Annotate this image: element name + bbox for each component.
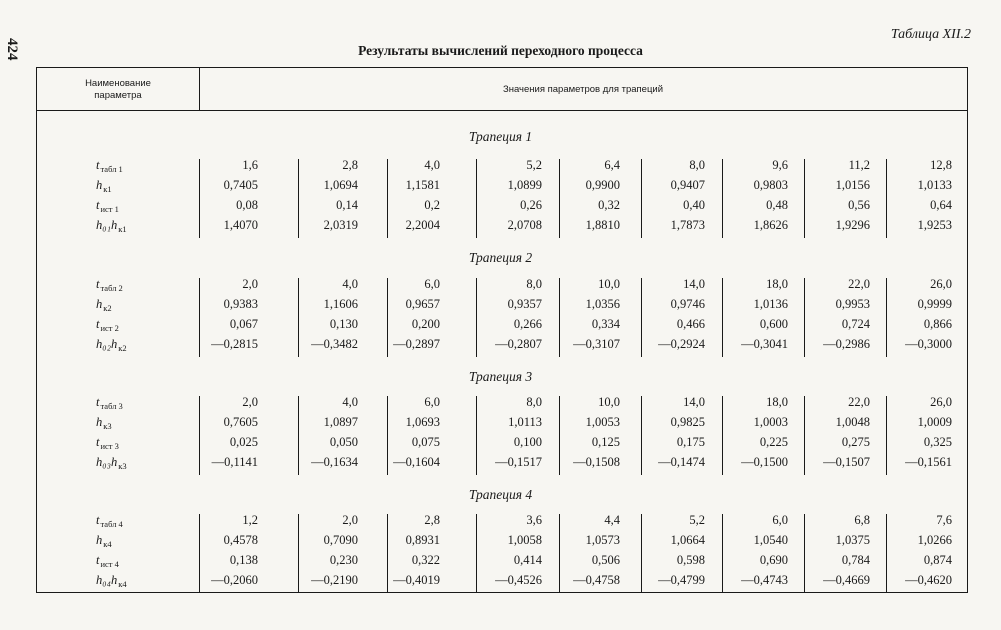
- row-label-subscript: к2: [118, 343, 127, 353]
- row-label: [96, 553, 119, 569]
- table-cell: 4,4: [604, 513, 620, 527]
- table-cell: 26,0: [930, 395, 952, 409]
- table-cell: 0,322: [411, 553, 440, 567]
- row-label-subscript: к2: [103, 303, 112, 313]
- table-cell: 0,2: [424, 198, 440, 212]
- table-number: Таблица XII.2: [890, 27, 971, 42]
- row-label-main: t: [96, 395, 100, 409]
- table-cell: 0,866: [923, 317, 952, 331]
- row-label-subscript: к1: [103, 184, 112, 194]
- table-cell: 1,0009: [917, 415, 952, 429]
- param-name-header-line: параметра: [94, 90, 142, 101]
- table-cell: 0,9407: [670, 178, 705, 192]
- table-cell: 1,0058: [507, 533, 542, 547]
- row-label-subscript: к1: [118, 224, 127, 234]
- table-cell: 0,600: [759, 317, 788, 331]
- param-name-header: [37, 78, 199, 102]
- table-cell: 0,275: [841, 435, 870, 449]
- table-cell: 2,0319: [323, 218, 358, 232]
- row-label: [96, 317, 119, 333]
- values-header: Значения параметров для трапеций: [503, 84, 663, 95]
- table-cell: 0,40: [683, 198, 705, 212]
- table-cell: 1,0053: [585, 415, 620, 429]
- row-label: [96, 158, 123, 174]
- table-cell: —0,2815: [211, 337, 258, 351]
- table-cell: —0,2190: [311, 573, 358, 587]
- table-cell: 0,690: [759, 553, 788, 567]
- table-cell: 1,0356: [585, 297, 620, 311]
- row-label-main: t: [96, 198, 100, 212]
- table-cell: 6,4: [604, 158, 620, 172]
- block-title: Трапеция 1: [468, 129, 533, 144]
- table-cell: 0,9999: [917, 297, 952, 311]
- table-cell: 0,9900: [585, 178, 620, 192]
- table-cell: 0,100: [513, 435, 542, 449]
- table-cell: 4,0: [342, 395, 358, 409]
- row-label-main: t: [96, 435, 100, 449]
- table-cell: 0,56: [848, 198, 870, 212]
- row-label-main: h: [96, 533, 103, 547]
- table-cell: —0,2807: [495, 337, 542, 351]
- table-cell: 0,225: [759, 435, 788, 449]
- table-cell: —0,4669: [823, 573, 870, 587]
- table-cell: 0,9953: [835, 297, 870, 311]
- table-cell: 1,0136: [753, 297, 788, 311]
- row-label: [96, 218, 127, 234]
- row-label-subscript: ист 3: [100, 441, 119, 451]
- table-cell: 2,8: [342, 158, 358, 172]
- table-cell: 0,9803: [753, 178, 788, 192]
- table-cell: 0,138: [229, 553, 258, 567]
- table-cell: 1,0693: [405, 415, 440, 429]
- table-cell: 14,0: [683, 395, 705, 409]
- table-cell: 1,0113: [508, 415, 542, 429]
- table-cell: 1,1606: [323, 297, 358, 311]
- table-cell: 0,64: [930, 198, 952, 212]
- table-cell: 1,9253: [917, 218, 952, 232]
- table-cell: 0,050: [329, 435, 358, 449]
- row-label-main: h₀₂h: [96, 337, 118, 351]
- table-cell: —0,1634: [311, 455, 358, 469]
- table-cell: 1,2: [242, 513, 258, 527]
- table-cell: 12,8: [930, 158, 952, 172]
- table-cell: 0,724: [841, 317, 870, 331]
- table-cell: 0,9746: [670, 297, 705, 311]
- table-cell: 2,0: [242, 277, 258, 291]
- table-cell: 1,7873: [670, 218, 705, 232]
- table-cell: 8,0: [689, 158, 705, 172]
- table-cell: 0,26: [520, 198, 542, 212]
- table-cell: —0,1141: [211, 455, 258, 469]
- table-cell: 0,48: [766, 198, 788, 212]
- table-cell: 1,0375: [835, 533, 870, 547]
- table-cell: 0,4578: [223, 533, 258, 547]
- table-cell: 10,0: [598, 395, 620, 409]
- row-label-subscript: табл 2: [100, 283, 123, 293]
- table-cell: 1,0156: [835, 178, 870, 192]
- table-cell: 1,0133: [917, 178, 952, 192]
- row-label: [96, 297, 112, 313]
- table-cell: 6,0: [424, 395, 440, 409]
- table-cell: 22,0: [848, 277, 870, 291]
- row-label: [96, 178, 112, 194]
- table-cell: 0,784: [841, 553, 870, 567]
- table-cell: 4,0: [342, 277, 358, 291]
- block-title: Трапеция 4: [468, 487, 533, 502]
- table-cell: 1,0573: [585, 533, 620, 547]
- row-label-subscript: к3: [118, 461, 127, 471]
- table-cell: 11,2: [848, 158, 870, 172]
- table-cell: —0,1507: [823, 455, 870, 469]
- table-cell: 0,175: [676, 435, 705, 449]
- table-cell: —0,4526: [495, 573, 542, 587]
- table-cell: 18,0: [766, 395, 788, 409]
- row-label-main: h₀₁h: [96, 218, 118, 232]
- table-cell: —0,4799: [658, 573, 705, 587]
- table-cell: —0,3482: [311, 337, 358, 351]
- row-label-main: h: [96, 297, 103, 311]
- table-title: Результаты вычислений переходного процесса: [358, 43, 643, 58]
- table-cell: —0,1500: [741, 455, 788, 469]
- row-label-main: t: [96, 317, 100, 331]
- row-label: [96, 455, 127, 471]
- table-cell: 0,9657: [405, 297, 440, 311]
- table-cell: 1,6: [242, 158, 258, 172]
- table-cell: 1,0048: [835, 415, 870, 429]
- table-cell: —0,3041: [741, 337, 788, 351]
- table-cell: —0,4743: [741, 573, 788, 587]
- row-label-main: t: [96, 277, 100, 291]
- row-label: [96, 573, 127, 589]
- table-cell: —0,1604: [393, 455, 440, 469]
- row-label-main: t: [96, 158, 100, 172]
- table-cell: —0,4620: [905, 573, 952, 587]
- table-cell: 2,8: [424, 513, 440, 527]
- table-cell: 6,8: [854, 513, 870, 527]
- table-cell: 0,414: [513, 553, 542, 567]
- table-cell: 0,9357: [507, 297, 542, 311]
- table-cell: 0,025: [229, 435, 258, 449]
- table-cell: 5,2: [689, 513, 705, 527]
- table-cell: 8,0: [526, 277, 542, 291]
- row-label-main: t: [96, 513, 100, 527]
- table-cell: 0,8931: [405, 533, 440, 547]
- table-cell: 1,8810: [585, 218, 620, 232]
- row-label: [96, 277, 123, 293]
- row-label: [96, 435, 119, 451]
- table-cell: 0,7090: [323, 533, 358, 547]
- table-cell: 7,6: [936, 513, 952, 527]
- block-title: Трапеция 2: [468, 250, 533, 265]
- table-cell: 4,0: [424, 158, 440, 172]
- row-label-subscript: ист 1: [100, 204, 119, 214]
- table-cell: 9,6: [772, 158, 788, 172]
- table-cell: 0,32: [598, 198, 620, 212]
- table-cell: 0,7605: [223, 415, 258, 429]
- table-cell: 22,0: [848, 395, 870, 409]
- table-cell: 3,6: [526, 513, 542, 527]
- table-cell: 0,598: [676, 553, 705, 567]
- table-cell: 1,0897: [323, 415, 358, 429]
- table-cell: 0,067: [229, 317, 258, 331]
- table-cell: 0,874: [923, 553, 952, 567]
- row-label: [96, 337, 127, 353]
- table-cell: —0,2060: [211, 573, 258, 587]
- table-cell: —0,1517: [495, 455, 542, 469]
- table-cell: 1,0899: [507, 178, 542, 192]
- row-label-main: h₀₄h: [96, 573, 118, 587]
- table-cell: 0,334: [591, 317, 620, 331]
- block-title: Трапеция 3: [468, 369, 533, 384]
- table-cell: 1,4070: [223, 218, 258, 232]
- table-cell: 1,0540: [753, 533, 788, 547]
- table-cell: 1,9296: [835, 218, 870, 232]
- table-cell: 0,9825: [670, 415, 705, 429]
- row-label: [96, 198, 119, 214]
- table-cell: 2,0: [342, 513, 358, 527]
- table-cell: 0,266: [513, 317, 542, 331]
- row-label: [96, 513, 123, 529]
- table-cell: 2,0: [242, 395, 258, 409]
- table-cell: —0,1561: [905, 455, 952, 469]
- table-cell: 0,230: [329, 553, 358, 567]
- row-label: [96, 395, 123, 411]
- table-cell: 0,506: [591, 553, 620, 567]
- table-cell: 0,7405: [223, 178, 258, 192]
- table-cell: —0,2986: [823, 337, 870, 351]
- table-cell: 0,14: [336, 198, 358, 212]
- row-label-main: t: [96, 553, 100, 567]
- table-cell: 1,1581: [405, 178, 440, 192]
- row-label: [96, 415, 112, 431]
- row-label-subscript: табл 4: [100, 519, 123, 529]
- table-cell: 8,0: [526, 395, 542, 409]
- table-cell: 0,125: [591, 435, 620, 449]
- table-cell: —0,3000: [905, 337, 952, 351]
- row-label-subscript: ист 4: [100, 559, 119, 569]
- table-cell: —0,3107: [573, 337, 620, 351]
- table-cell: 0,075: [411, 435, 440, 449]
- table-cell: 2,0708: [507, 218, 542, 232]
- table-cell: 0,200: [411, 317, 440, 331]
- row-label-main: h₀₃h: [96, 455, 118, 469]
- header-divider: [37, 110, 967, 111]
- row-label-subscript: табл 3: [100, 401, 123, 411]
- table-cell: 26,0: [930, 277, 952, 291]
- table-cell: 5,2: [526, 158, 542, 172]
- table-cell: 0,466: [676, 317, 705, 331]
- table-cell: 1,0003: [753, 415, 788, 429]
- table-cell: —0,4758: [573, 573, 620, 587]
- row-label-main: h: [96, 178, 103, 192]
- table-cell: 18,0: [766, 277, 788, 291]
- table-cell: 14,0: [683, 277, 705, 291]
- row-label-subscript: к3: [103, 421, 112, 431]
- table-cell: 0,9383: [223, 297, 258, 311]
- table-cell: —0,1474: [658, 455, 705, 469]
- row-label-subscript: к4: [118, 579, 127, 589]
- table-cell: 2,2004: [405, 218, 440, 232]
- table-cell: 6,0: [424, 277, 440, 291]
- table-cell: 1,0266: [917, 533, 952, 547]
- table-cell: 1,8626: [753, 218, 788, 232]
- row-label-subscript: к4: [103, 539, 112, 549]
- table-cell: 1,0694: [323, 178, 358, 192]
- table-cell: 0,130: [329, 317, 358, 331]
- page-number: 424: [4, 38, 20, 61]
- row-label: [96, 533, 112, 549]
- row-label-subscript: ист 2: [100, 323, 119, 333]
- table-cell: —0,2924: [658, 337, 705, 351]
- row-label-subscript: табл 1: [100, 164, 123, 174]
- table-cell: 10,0: [598, 277, 620, 291]
- table-cell: 6,0: [772, 513, 788, 527]
- row-label-main: h: [96, 415, 103, 429]
- table-cell: —0,4019: [393, 573, 440, 587]
- table-cell: 0,325: [923, 435, 952, 449]
- table-cell: 1,0664: [670, 533, 705, 547]
- table-cell: 0,08: [236, 198, 258, 212]
- param-name-header-line: Наименование: [85, 78, 151, 89]
- table-cell: —0,1508: [573, 455, 620, 469]
- table-cell: —0,2897: [393, 337, 440, 351]
